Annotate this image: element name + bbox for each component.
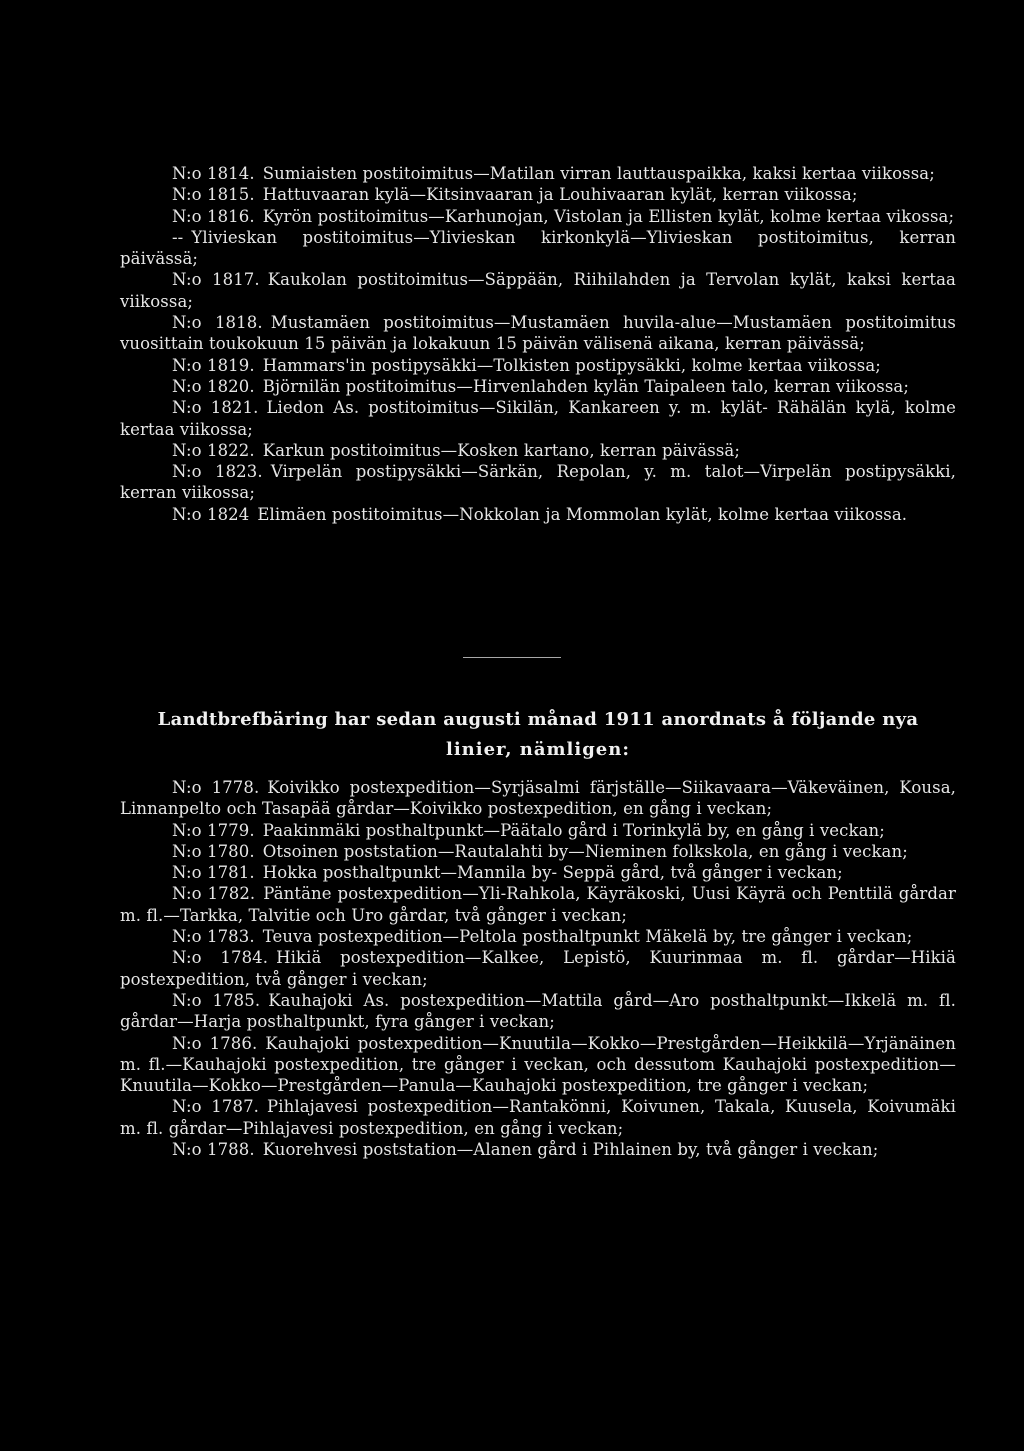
entry-number: N:o 1783. xyxy=(172,927,255,947)
route-entry xyxy=(120,777,956,820)
entry-text: Kauhajoki As. postexpedition—Mattila gård—Aro posthaltpunkt—Ikkelä m. fl. gårdar—Harja posthaltpunkt, fyra gånger i veckan; xyxy=(120,990,956,1032)
route-entry xyxy=(120,862,956,883)
route-entry xyxy=(120,947,956,990)
route-entry xyxy=(120,376,956,397)
entry-number: N:o 1821. xyxy=(172,398,259,418)
route-entry xyxy=(120,206,956,227)
entry-number: N:o 1816. xyxy=(172,206,255,226)
entry-number: N:o 1782. xyxy=(172,884,256,904)
entry-number: N:o 1788. xyxy=(172,1140,255,1160)
route-entry xyxy=(120,461,956,504)
entry-number: N:o 1781. xyxy=(172,863,255,883)
entry-number: N:o 1780. xyxy=(172,841,255,861)
route-entry xyxy=(120,841,956,862)
entry-text: Virpelän postipysäkki—Särkän, Repolan, y. m. talot—Virpelän postipysäkki, kerran viikossa; xyxy=(120,462,956,503)
route-entry xyxy=(120,926,956,947)
entry-text: Kyrön postitoimitus—Karhunojan, Vistolan ja Ellisten kylät, kolme kertaa vikossa; xyxy=(262,206,955,226)
entry-number: N:o 1785. xyxy=(172,990,261,1010)
entry-text: Päntäne postexpedition—Yli-Rahkola, Käyräkoski, Uusi Käyrä och Penttilä gårdar m. fl.—Tarkka, Talvitie och Uro gårdar, två gånger i veckan; xyxy=(120,884,956,925)
route-entry xyxy=(120,820,956,841)
section-heading xyxy=(120,705,956,765)
entry-number: N:o 1823. xyxy=(172,462,263,482)
route-entry xyxy=(120,504,956,525)
entry-text: Elimäen postitoimitus—Nokkolan ja Mommolan kylät, kolme kertaa viikossa. xyxy=(257,504,908,524)
heading-line-2: linier, nämligen: xyxy=(445,739,630,760)
entry-text: Mustamäen postitoimitus—Mustamäen huvila-alue—Mustamäen postitoimitus vuosittain toukokuun 15 päivän ja lokakuun 15 päivän välisenä aikana, kerran päivässä; xyxy=(120,313,956,354)
route-entry xyxy=(120,397,956,440)
route-entry xyxy=(120,355,956,376)
entry-text: Paakinmäki posthaltpunkt—Päätalo gård i Torinkylä by, en gång i veckan; xyxy=(262,820,885,840)
route-entry xyxy=(120,312,956,355)
route-entry xyxy=(120,227,956,270)
entry-number: -- xyxy=(172,227,184,247)
entry-text: Kauhajoki postexpedition—Knuutila—Kokko—Prestgården—Heikkilä—Yrjänäinen m. fl.—Kauhajoki postexpedition, tre gånger i veckan, och dessutom Kauhajoki postexpedition—Knuutila—Kokko—Prestgården—Panula—Kauhajoki postexpedition, tre gånger i veckan; xyxy=(120,1033,956,1096)
finnish-routes-list xyxy=(120,163,956,525)
entry-number: N:o 1814. xyxy=(172,164,255,183)
entry-number: N:o 1784. xyxy=(172,948,269,968)
entry-text: Sumiaisten postitoimitus—Matilan virran lauttauspaikka, kaksi kertaa viikossa; xyxy=(262,164,935,183)
route-entry xyxy=(120,440,956,461)
entry-number: N:o 1779. xyxy=(172,820,255,840)
entry-number: N:o 1786. xyxy=(172,1033,258,1053)
route-entry xyxy=(120,163,956,184)
entry-number: N:o 1778. xyxy=(172,778,260,797)
route-entry xyxy=(120,990,956,1033)
entry-number: N:o 1820. xyxy=(172,376,255,396)
entry-text: Hikiä postexpedition—Kalkee, Lepistö, Kuurinmaa m. fl. gårdar—Hikiä postexpedition, två gånger i veckan; xyxy=(120,948,956,989)
entry-text: Koivikko postexpedition—Syrjäsalmi färjställe—Siikavaara—Väkeväinen, Kousa, Linnanpelto och Tasapää gårdar—Koivikko postexpedition, en gång i veckan; xyxy=(120,778,956,819)
entry-number: N:o 1818. xyxy=(172,313,263,333)
route-entry xyxy=(120,1139,956,1160)
entry-text: Björnilän postitoimitus—Hirvenlahden kylän Taipaleen talo, kerran viikossa; xyxy=(262,376,910,396)
entry-text: Hokka posthaltpunkt—Mannila by- Seppä gård, två gånger i veckan; xyxy=(262,863,843,883)
entry-number: N:o 1787. xyxy=(172,1097,260,1117)
route-entry xyxy=(120,269,956,312)
entry-number: N:o 1822. xyxy=(172,440,255,460)
entry-text: Otsoinen poststation—Rautalahti by—Nieminen folkskola, en gång i veckan; xyxy=(262,841,908,861)
route-entry xyxy=(120,1033,956,1097)
entry-text: Liedon As. postitoimitus—Sikilän, Kankareen y. m. kylät- Rähälän kylä, kolme kertaa viikossa; xyxy=(120,398,956,439)
entry-number: N:o 1815. xyxy=(172,185,255,205)
route-entry xyxy=(120,1096,956,1139)
entry-text: Hammars'in postipysäkki—Tolkisten postipysäkki, kolme kertaa viikossa; xyxy=(262,355,881,375)
entry-text: Kaukolan postitoimitus—Säppään, Riihilahden ja Tervolan kylät, kaksi kertaa viikossa; xyxy=(120,270,956,311)
swedish-routes-list xyxy=(120,777,956,1160)
route-entry xyxy=(120,883,956,926)
heading-line-1: Landtbrefbäring har sedan augusti månad 1911 anordnats å följande nya xyxy=(157,709,919,730)
entry-text: Hattuvaaran kylä—Kitsinvaaran ja Louhivaaran kylät, kerran viikossa; xyxy=(262,185,858,205)
entry-text: Pihlajavesi postexpedition—Rantakönni, Koivunen, Takala, Kuusela, Koivumäki m. fl. gårdar—Pihlajavesi postexpedition, en gång i veckan; xyxy=(120,1097,956,1138)
section-divider xyxy=(463,657,561,658)
entry-number: N:o 1817. xyxy=(172,270,260,290)
entry-number: N:o 1819. xyxy=(172,355,255,375)
entry-text: Ylivieskan postitoimitus—Ylivieskan kirkonkylä—Ylivieskan postitoimitus, kerran päivässä; xyxy=(120,227,956,269)
route-entry xyxy=(120,184,956,205)
entry-text: Teuva postexpedition—Peltola posthaltpunkt Mäkelä by, tre gånger i veckan; xyxy=(262,927,913,947)
entry-text: Kuorehvesi poststation—Alanen gård i Pihlainen by, två gånger i veckan; xyxy=(262,1140,879,1160)
entry-number: N:o 1824 xyxy=(172,504,250,524)
entry-text: Karkun postitoimitus—Kosken kartano, kerran päivässä; xyxy=(262,440,741,460)
